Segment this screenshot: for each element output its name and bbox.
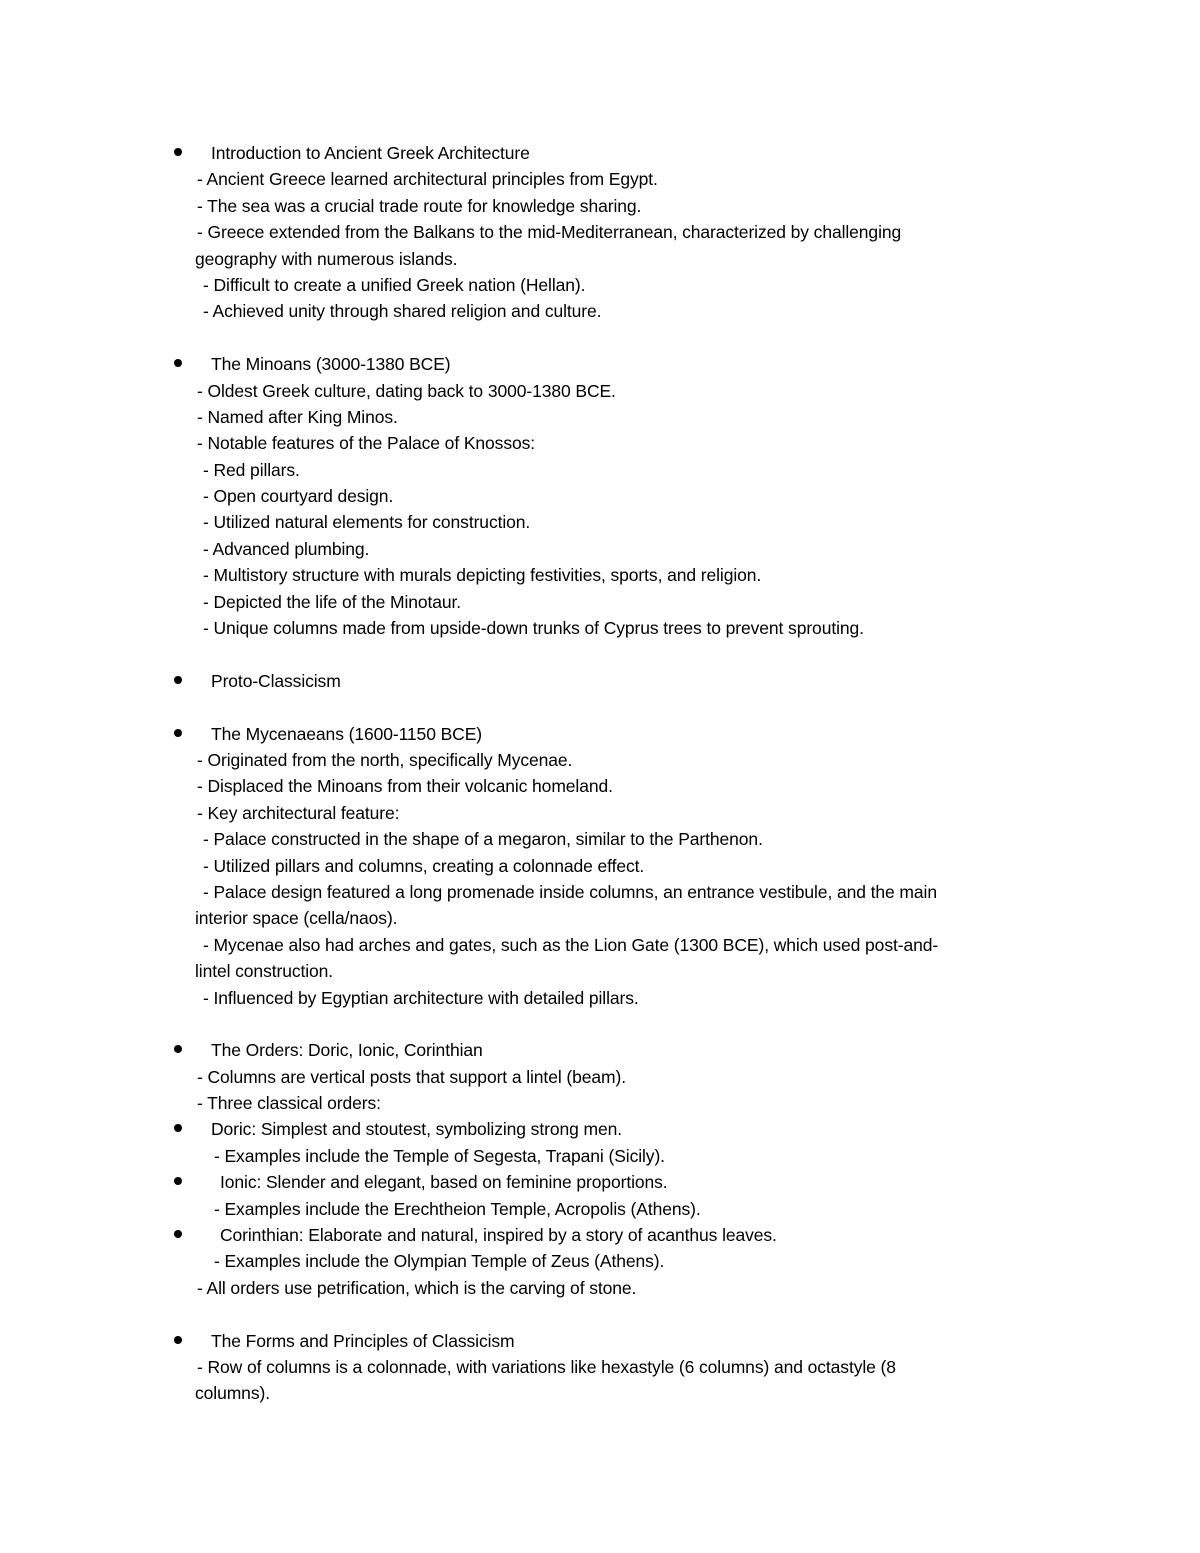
bullet-line <box>0 1116 1200 1142</box>
bullet-line <box>0 668 1200 694</box>
text-line <box>0 509 1200 535</box>
bullet-line <box>0 140 1200 166</box>
text-line <box>0 800 1200 826</box>
line-text: - Originated from the north, specifically Mycenae. <box>197 749 573 770</box>
text-line <box>0 1248 1200 1274</box>
text-line <box>0 853 1200 879</box>
bullet-heading-text: The Mycenaeans (1600-1150 BCE) <box>211 723 482 744</box>
text-line <box>0 246 1200 272</box>
bullet-heading-text: Doric: Simplest and stoutest, symbolizing strong men. <box>211 1119 622 1140</box>
text-line <box>0 905 1200 931</box>
text-line <box>0 166 1200 192</box>
text-line <box>0 958 1200 984</box>
text-line <box>0 562 1200 588</box>
text-line <box>0 985 1200 1011</box>
text-line <box>0 219 1200 245</box>
bullet-heading-text: The Orders: Doric, Ionic, Corinthian <box>211 1040 483 1061</box>
text-line <box>0 589 1200 615</box>
bullet-line <box>0 1222 1200 1248</box>
line-text: - Advanced plumbing. <box>203 538 370 559</box>
line-text: - Ancient Greece learned architectural principles from Egypt. <box>197 169 658 190</box>
line-text: - Three classical orders: <box>197 1093 381 1114</box>
text-line <box>0 826 1200 852</box>
text-line <box>0 1064 1200 1090</box>
text-line <box>0 457 1200 483</box>
text-line <box>0 378 1200 404</box>
text-line <box>0 404 1200 430</box>
line-text: - Named after King Minos. <box>197 406 398 427</box>
bullet-line <box>0 721 1200 747</box>
text-line <box>0 1090 1200 1116</box>
text-line <box>0 1380 1200 1406</box>
line-text: - Key architectural feature: <box>197 802 400 823</box>
text-line <box>0 879 1200 905</box>
text-line <box>0 298 1200 324</box>
line-text: - Palace constructed in the shape of a megaron, similar to the Parthenon. <box>203 829 763 850</box>
line-text: - Open courtyard design. <box>203 486 394 507</box>
text-line <box>0 430 1200 456</box>
line-text: - Red pillars. <box>203 459 300 480</box>
line-text: lintel construction. <box>195 961 334 982</box>
blank-line <box>0 1301 1200 1327</box>
blank-line <box>0 325 1200 351</box>
line-text: - Greece extended from the Balkans to the mid-Mediterranean, characterized by challenging <box>197 222 902 243</box>
line-text: - Palace design featured a long promenade inside columns, an entrance vestibule, and the main <box>203 881 937 902</box>
text-line <box>0 483 1200 509</box>
text-line <box>0 536 1200 562</box>
text-line <box>0 272 1200 298</box>
line-text: columns). <box>195 1383 270 1404</box>
line-text: - Displaced the Minoans from their volcanic homeland. <box>197 776 613 797</box>
line-text: - Notable features of the Palace of Knossos: <box>197 433 536 454</box>
line-text: - Influenced by Egyptian architecture with detailed pillars. <box>203 987 639 1008</box>
bullet-heading-text: Introduction to Ancient Greek Architecture <box>211 143 530 163</box>
bullet-heading-text: Ionic: Slender and elegant, based on feminine proportions. <box>220 1172 668 1193</box>
bullet-heading-text: The Minoans (3000-1380 BCE) <box>211 354 451 375</box>
text-line <box>0 1275 1200 1301</box>
bullet-line <box>0 1169 1200 1195</box>
line-text: - Depicted the life of the Minotaur. <box>203 591 462 612</box>
text-line <box>0 1196 1200 1222</box>
line-text: - Examples include the Olympian Temple of Zeus (Athens). <box>214 1251 665 1272</box>
text-line <box>0 932 1200 958</box>
line-text: - The sea was a crucial trade route for knowledge sharing. <box>197 195 642 216</box>
text-line <box>0 1143 1200 1169</box>
line-text: - Row of columns is a colonnade, with variations like hexastyle (6 columns) and octastyle (8 <box>197 1356 896 1377</box>
text-line <box>0 747 1200 773</box>
bullet-line <box>0 1037 1200 1063</box>
line-text: - Utilized pillars and columns, creating a colonnade effect. <box>203 855 645 876</box>
blank-line <box>0 694 1200 720</box>
bullet-heading-text: Proto-Classicism <box>211 670 341 691</box>
line-text: interior space (cella/naos). <box>195 908 398 929</box>
text-line <box>0 615 1200 641</box>
bullet-heading-text: Corinthian: Elaborate and natural, inspired by a story of acanthus leaves. <box>220 1225 777 1246</box>
line-text: - Examples include the Erechtheion Temple, Acropolis (Athens). <box>214 1198 701 1219</box>
bullet-line <box>0 1328 1200 1354</box>
line-text: - Oldest Greek culture, dating back to 3000-1380 BCE. <box>197 380 616 401</box>
line-text: - Achieved unity through shared religion and culture. <box>203 301 602 322</box>
line-text: - Multistory structure with murals depicting festivities, sports, and religion. <box>203 565 762 586</box>
line-text: - Mycenae also had arches and gates, such as the Lion Gate (1300 BCE), which used post-and- <box>203 934 939 955</box>
line-text: - Columns are vertical posts that support a lintel (beam). <box>197 1066 626 1087</box>
text-line <box>0 773 1200 799</box>
document-body <box>0 140 1200 1407</box>
line-text: - All orders use petrification, which is the carving of stone. <box>197 1277 637 1298</box>
line-text: geography with numerous islands. <box>195 248 458 269</box>
bullet-heading-text: The Forms and Principles of Classicism <box>211 1330 515 1351</box>
line-text: - Utilized natural elements for construction. <box>203 512 531 533</box>
line-text: - Examples include the Temple of Segesta, Trapani (Sicily). <box>214 1145 665 1166</box>
bullet-line <box>0 351 1200 377</box>
text-line <box>0 1354 1200 1380</box>
text-line <box>0 193 1200 219</box>
blank-line <box>0 1011 1200 1037</box>
line-text: - Difficult to create a unified Greek nation (Hellan). <box>203 274 586 295</box>
blank-line <box>0 641 1200 667</box>
line-text: - Unique columns made from upside-down trunks of Cyprus trees to prevent sprouting. <box>203 618 864 639</box>
